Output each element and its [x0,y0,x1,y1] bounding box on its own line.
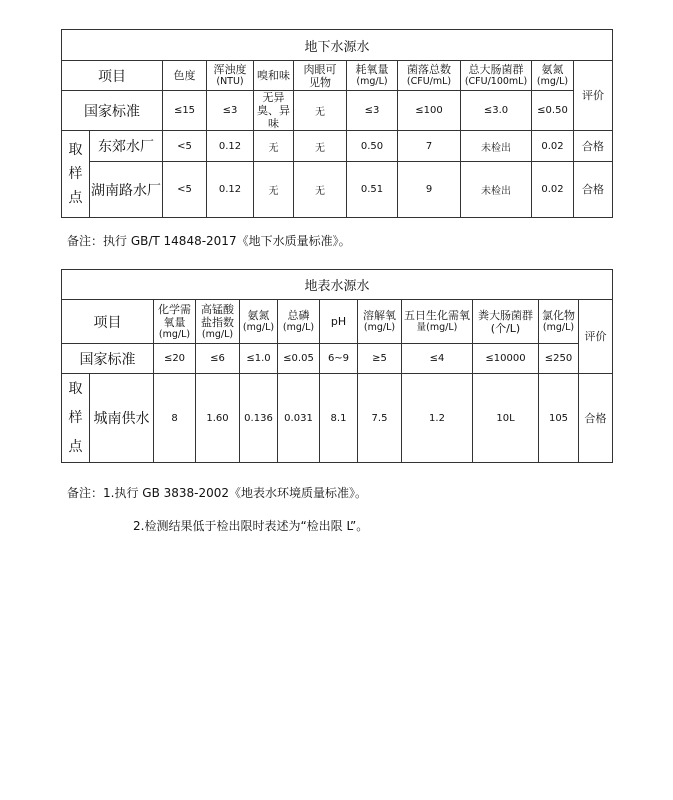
standard-value: ≤4 [402,344,473,374]
cell: 9 [398,162,461,218]
site-name: 湖南路水厂 [90,162,163,218]
surface-water-table [61,269,613,463]
column-header: 肉眼可 见物 [294,61,347,91]
cell: 0.12 [207,162,254,218]
table-row [62,162,613,218]
standard-value: ≤6 [196,344,240,374]
standard-value: ≤250 [539,344,579,374]
eval-header: 评价 [574,61,613,131]
standard-label: 国家标准 [62,344,154,374]
cell: 7 [398,131,461,162]
cell: 0.12 [207,131,254,162]
cell: 105 [539,374,579,463]
cell: 无 [254,162,294,218]
eval-cell: 合格 [574,162,613,218]
table-row [62,131,613,162]
standard-value: ≤0.05 [278,344,320,374]
cell: 8 [154,374,196,463]
cell: 1.2 [402,374,473,463]
site-name: 东郊水厂 [90,131,163,162]
column-header: 总大肠菌群 (CFU/100mL) [461,61,532,91]
cell: 0.02 [532,162,574,218]
item-header: 项目 [62,61,163,91]
column-header: 浑浊度 (NTU) [207,61,254,91]
sampling-label: 取 样 点 [62,374,90,463]
column-header: 氨氮 (mg/L) [240,300,278,344]
standard-value: ≤0.50 [532,91,574,131]
column-header: 粪大肠菌群 (个/L) [473,300,539,344]
cell: 0.02 [532,131,574,162]
standard-value: 无 [294,91,347,131]
note-surface-2: 2.检测结果低于检出限时表述为“检出限 L”。 [133,519,369,533]
cell: 1.60 [196,374,240,463]
cell: 0.51 [347,162,398,218]
cell: 0.50 [347,131,398,162]
column-header: 耗氧量 (mg/L) [347,61,398,91]
eval-cell: 合格 [574,131,613,162]
standard-label: 国家标准 [62,91,163,131]
eval-header: 评价 [579,300,613,374]
column-header: 溶解氧 (mg/L) [358,300,402,344]
standard-value: 6~9 [320,344,358,374]
column-header: 氨氮 (mg/L) [532,61,574,91]
cell: <5 [163,162,207,218]
cell: 未检出 [461,162,532,218]
cell: 0.031 [278,374,320,463]
cell: 8.1 [320,374,358,463]
column-header: 化学需 氧量 (mg/L) [154,300,196,344]
standard-value: ≤3 [347,91,398,131]
note-surface-1: 备注：1.执行 GB 3838-2002《地表水环境质量标准》。 [67,486,368,500]
cell: <5 [163,131,207,162]
sampling-label: 取 样 点 [62,131,90,218]
note-groundwater: 备注：执行 GB/T 14848-2017《地下水质量标准》。 [67,234,351,248]
column-header: 氯化物 (mg/L) [539,300,579,344]
standard-value: ≤15 [163,91,207,131]
table-title: 地表水源水 [62,270,613,300]
column-header: pH [320,300,358,344]
column-header: 色度 [163,61,207,91]
cell: 无 [254,131,294,162]
standard-value: ≤10000 [473,344,539,374]
cell: 未检出 [461,131,532,162]
column-header: 菌落总数 (CFU/mL) [398,61,461,91]
standard-value: ≥5 [358,344,402,374]
table-title: 地下水源水 [62,30,613,61]
site-name: 城南供水 [90,374,154,463]
eval-cell: 合格 [579,374,613,463]
standard-value: ≤20 [154,344,196,374]
column-header: 总磷 (mg/L) [278,300,320,344]
cell: 7.5 [358,374,402,463]
standard-value: ≤100 [398,91,461,131]
item-header: 项目 [62,300,154,344]
cell: 无 [294,131,347,162]
standard-value: ≤3 [207,91,254,131]
table-row [62,374,613,463]
cell: 0.136 [240,374,278,463]
cell: 10L [473,374,539,463]
column-header: 高锰酸 盐指数 (mg/L) [196,300,240,344]
standard-value: 无异臭、异味 [254,91,294,131]
standard-value: ≤3.0 [461,91,532,131]
cell: 无 [294,162,347,218]
standard-value: ≤1.0 [240,344,278,374]
column-header: 五日生化需氧 量(mg/L) [402,300,473,344]
groundwater-table [61,29,613,218]
column-header: 嗅和味 [254,61,294,91]
